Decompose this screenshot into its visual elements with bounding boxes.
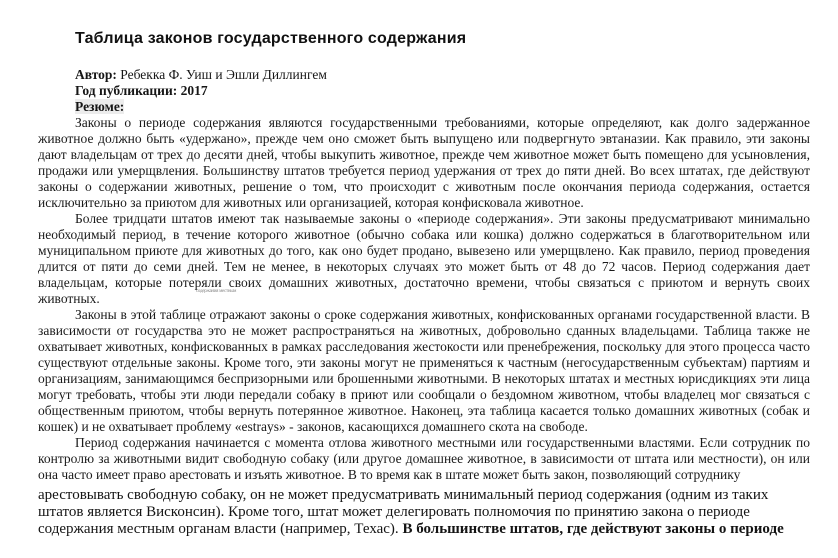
author-label: Автор: bbox=[75, 67, 117, 82]
document-meta bbox=[75, 67, 810, 115]
paragraph-holding-period-start: Период содержания начинается с момента отлова животного местными или государственными властями. Если сотрудник по контролю за животными видит свободную собаку (или другое домашнее животное, в зависимости от штата или местности), он или она часто имеет право арестовать и изъять животное. В то время как в штате может быть закон, позволяющий сотруднику bbox=[38, 435, 810, 482]
publication-year-line bbox=[75, 83, 810, 99]
paragraph-hold-laws-overview: Законы о периоде содержания являются государственными требованиями, которые определяют, как долго задержанное животное должно быть «удержано», прежде чем оно сможет быть выпущено или подвергнуто эвтаназии. Как правило, эти законы дают владельцам от трех до десяти дней, чтобы выкупить животное, прежде чем животное может быть помещено для усыновления, продажи или умерщвления. Большинству штатов требуется период удержания от трех до пяти дней. Во всех штатах, где действуют законы о содержании животных, решение о том, что происходит с животным после окончания периода содержания, остается исключительно за приютом для животных или организацией, которая конфисковала животное. bbox=[38, 115, 810, 210]
page-title: Таблица законов государственного содержания bbox=[75, 30, 467, 47]
tiny-artifact-text: содержания местным bbox=[196, 289, 237, 294]
paragraph-holding-period-continuation bbox=[38, 487, 810, 538]
summary-line bbox=[75, 99, 810, 115]
continuation-text: арестовывать свободную собаку, он не может предусматривать минимальный период содержания (одним из таких штатов является Висконсин). Кроме того, штат может делегировать полномочия по принятию закона о периоде содержания местным органам власти (например, Техас). bbox=[38, 487, 769, 537]
author-line bbox=[75, 67, 810, 83]
continuation-bold-text: В большинстве штатов, где действуют законы о периоде bbox=[402, 521, 784, 537]
summary-label: Резюме: bbox=[75, 99, 125, 114]
paragraph-table-scope: Законы в этой таблице отражают законы о сроке содержания животных, конфискованных органами государственной власти. В зависимости от государства это не может распространяться на животных, добровольно сданных владельцами. Таблица также не охватывает животных, конфискованных в рамках расследования жестокости или пренебрежения, поскольку для этого процесса часто существуют отдельные законы. Кроме того, эти законы могут не применяться к частным (негосударственным субъектам) партиям и организациям, занимающимся беспризорными или брошенными животными. В некоторых штатах и местных юрисдикциях эти лица могут требовать, чтобы эти люди передали собаку в приют или сообщали о бездомном животном, чтобы владелец мог связаться с общественным приютом, чтобы вернуть потерянное животное. Наконец, эта таблица касается только домашних животных (собак и кошек) и не охватывает проблему «estrays» - законов, касающихся домашнего скота на свободе. bbox=[38, 307, 810, 434]
document-body bbox=[38, 115, 810, 538]
publication-year-label: Год публикации: 2017 bbox=[75, 83, 208, 98]
author-value: Ребекка Ф. Уиш и Эшли Диллингем bbox=[120, 67, 327, 82]
paragraph-holding-period-states: Более тридцати штатов имеют так называемые законы о «периоде содержания». Эти законы предусматривают минимально необходимый период, в течение которого животное (обычно собака или кошка) должно содержаться в благотворительном или муниципальном приюте для животных до того, как оно будет продано, вывезено или умерщвлено. Как правило, период проведения длится от пяти до семи дней. Тем не менее, в некоторых случаях это может быть от 48 до 72 часов. Период содержания дает владельцам, которые потеряли своих домашних животных, достаточно времени, чтобы связаться с приютом и вернуть своих животных. bbox=[38, 211, 810, 306]
